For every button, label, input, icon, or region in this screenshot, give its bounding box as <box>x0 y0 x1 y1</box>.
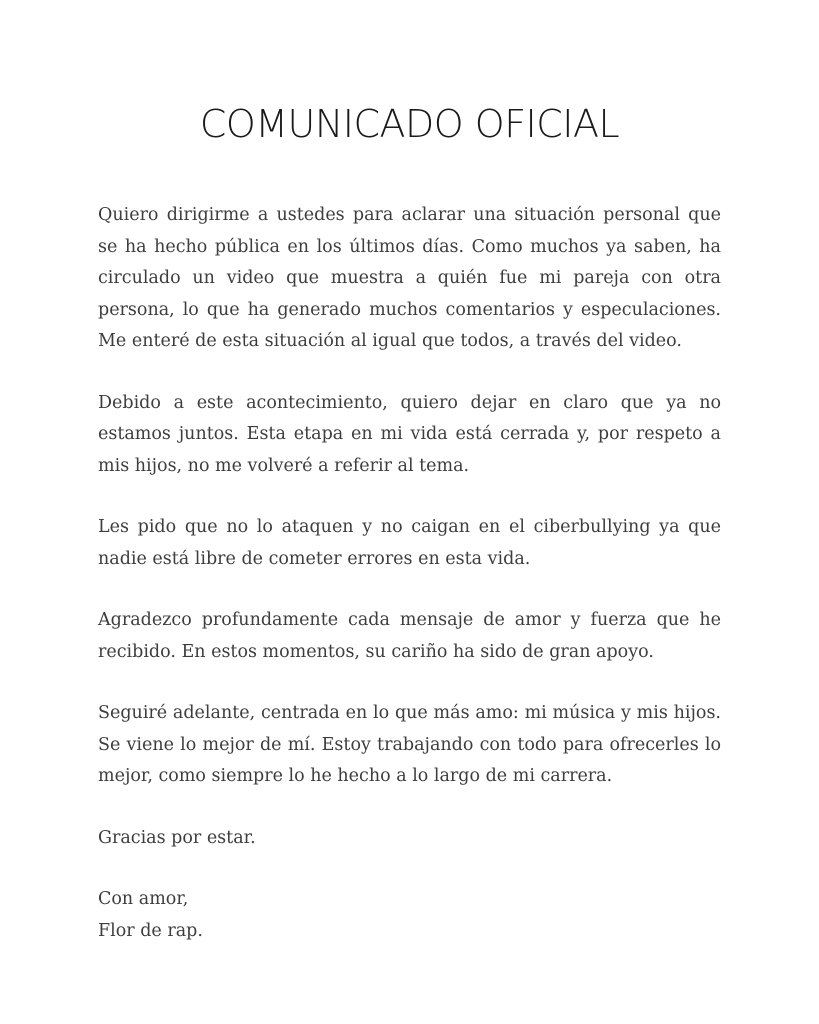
document-title: COMUNICADO OFICIAL <box>199 102 620 146</box>
closing-block <box>98 884 721 947</box>
paragraph-thanks: Gracias por estar. <box>98 827 256 848</box>
paragraph-situation: Quiero dirigirme a ustedes para aclarar una situación personal que se ha hecho pública en los últimos días. Como muchos ya saben, ha circulado un video que muestra a quién fue mi pareja con otra persona, lo que ha generado muchos comentarios y especulaciones. Me enteré de esta situación al igual que todos, a través del video. <box>98 205 721 351</box>
signature-name: Flor de rap. <box>98 920 203 941</box>
document-body <box>98 200 721 947</box>
paragraph-no-bullying: Les pido que no lo ataquen y no caigan en el ciberbullying ya que nadie está libre de cometer errores en esta vida. <box>98 517 721 569</box>
closing-salutation: Con amor, <box>98 889 189 909</box>
paragraph-moving-forward: Seguiré adelante, centrada en lo que más amo: mi música y mis hijos. Se viene lo mejor de mí. Estoy trabajando con todo para ofrecerles lo mejor, como siempre lo he hecho a lo largo de mi carrera. <box>98 703 721 786</box>
paragraph-separation: Debido a este acontecimiento, quiero dejar en claro que ya no estamos juntos. Esta etapa en mi vida está cerrada y, por respeto a mis hijos, no me volveré a referir al tema. <box>98 392 721 476</box>
paragraph-gratitude: Agradezco profundamente cada mensaje de amor y fuerza que he recibido. En estos momentos, su cariño ha sido de gran apoyo. <box>98 610 721 662</box>
